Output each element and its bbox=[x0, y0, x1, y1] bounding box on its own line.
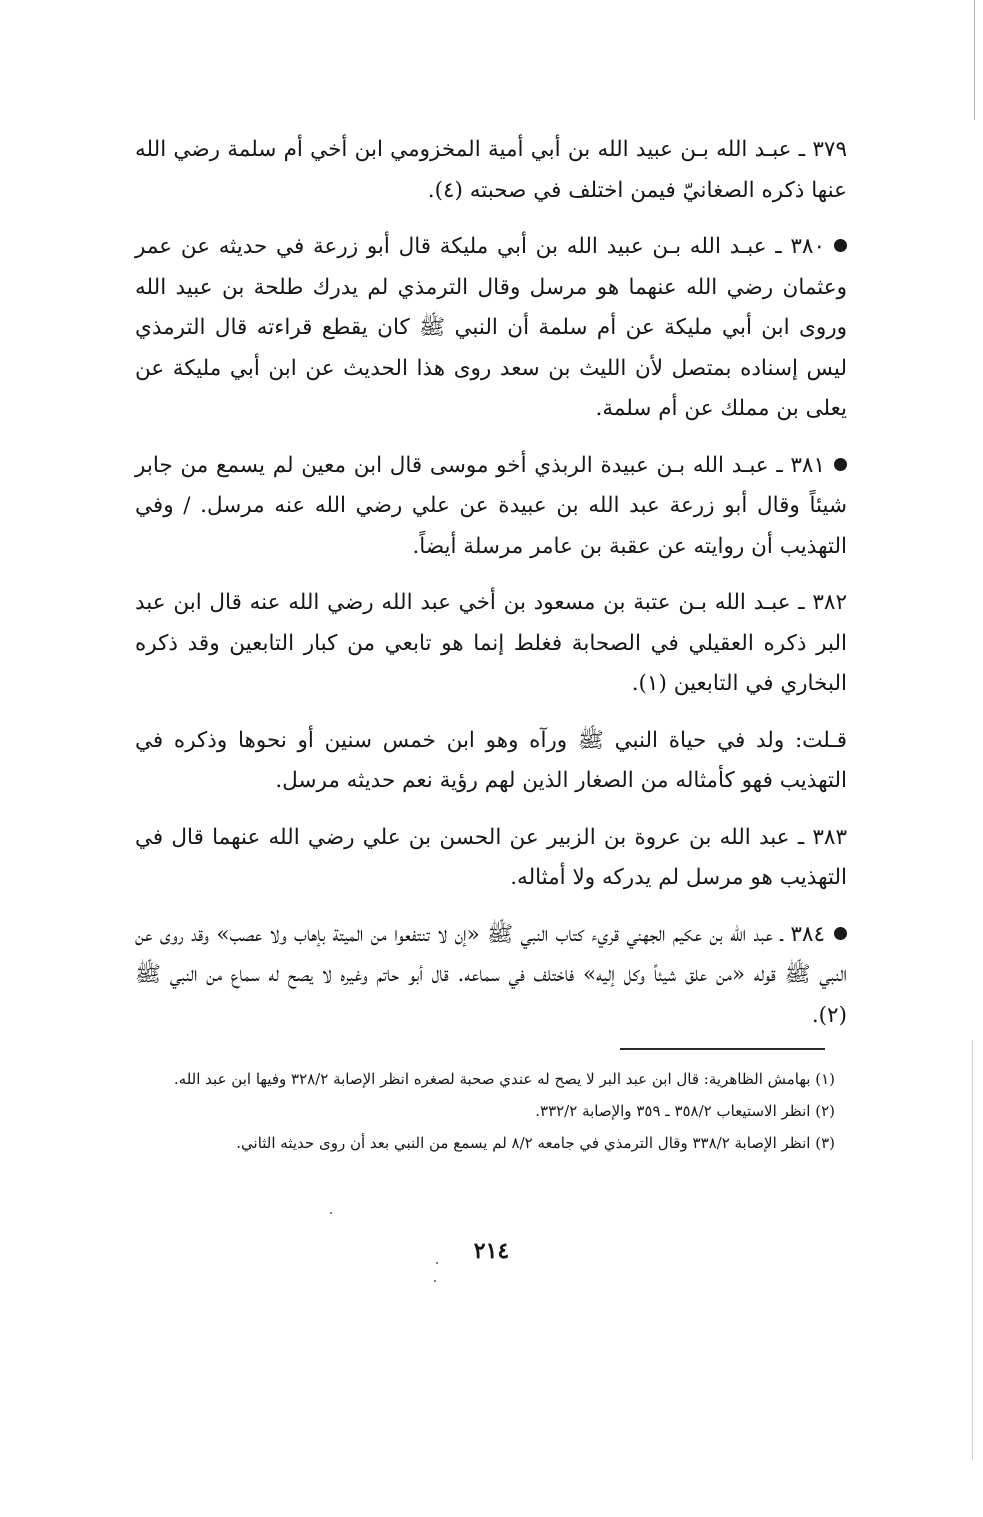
entry-380-text: ٣٨٠ ـ عبـد الله بـن عبيد الله بن أبي مليكة قال أبو زرعة في حديثه عن عمر وعثمان رضي الله عنهما هو مرسل وقال الترمذي لم يدرك طلحة بن عبيد الله وروى ابن أبي مليكة عن أم سلمة أن النبي ﷺ كان يقطع قراءته قال الترمذي ليس إسناده بمتصل لأن الليث بن سعد روى هذا الحديث عن ابن أبي مليكة عن يعلى بن مملك عن أم سلمة. bbox=[135, 234, 847, 421]
entry-382-comment-text: قـلت: ولد في حياة النبي ﷺ ورآه وهو ابن خمس سنين أو نحوها وذكره في التهذيب فهو كأمثاله من الصغار الذين لهم رؤية نعم حديثه مرسل. bbox=[135, 727, 847, 793]
scan-speck bbox=[434, 1280, 436, 1282]
entry-384-text: ٣٨٤ ـ عبد الله بن عكيم الجهني قريء كتاب النبي ﷺ «إن لا تنتفعوا من الميتة بإهاب ولا عصب» وقد روى عن النبي ﷺ قوله «من علق شيئاً وكل إليه» فاختلف في سماعه. قال أبو حاتم وغيره لا يصح له سماع من النبي ﷺ (٢). bbox=[135, 921, 847, 1028]
entry-383-text: ٣٨٣ ـ عبد الله بن عروة بن الزبير عن الحسن بن علي رضي الله عنهما قال في التهذيب هو مرسل لم يدركه ولا أمثاله. bbox=[135, 824, 847, 890]
main-text bbox=[135, 130, 847, 1052]
scan-edge-line bbox=[974, 0, 975, 120]
footnote-2: (٢) انظر الاستيعاب ٣٥٨/٢ ـ ٣٥٩ والإصابة ٣٣٢/٢. bbox=[535, 1102, 835, 1120]
entry-382 bbox=[135, 583, 847, 705]
entry-382-text: ٣٨٢ ـ عبـد الله بـن عتبة بن مسعود بن أخي عبد الله رضي الله عنه قال ابن عبد البر ذكره العقيلي في الصحابة فغلط إنما هو تابعي من كبار التابعين وقد ذكره البخاري في التابعين (١). bbox=[135, 590, 847, 696]
scan-speck bbox=[436, 1262, 438, 1264]
entry-379 bbox=[135, 130, 847, 211]
entry-383 bbox=[135, 818, 847, 899]
entry-382-comment bbox=[135, 721, 847, 802]
footnotes bbox=[135, 1066, 835, 1162]
entry-381-text: ٣٨١ ـ عبـد الله بـن عبيدة الربذي أخو موسى قال ابن معين لم يسمع من جابر شيئاً وقال أبو زرعة عبد الله بن عبيدة عن علي رضي الله عنه مرسل. / وفي التهذيب أن روايته عن عقبة بن عامر مرسلة أيضاً. bbox=[135, 452, 847, 559]
footnote-3: (٣) انظر الإصابة ٣٣٨/٢ وقال الترمذي في جامعه ٨/٢ لم يسمع من النبي بعد أن روى حديثه الثاني. bbox=[236, 1134, 835, 1152]
footnote-1: (١) بهامش الظاهرية: قال ابن عبد البر لا يصح له عندي صحبة لصغره انظر الإصابة ٣٢٨/٢ وفيها ابن عبد الله. bbox=[173, 1070, 835, 1088]
entry-381 bbox=[135, 446, 847, 568]
scan-speck bbox=[330, 1212, 332, 1214]
entry-384 bbox=[135, 915, 847, 1037]
footnote-divider bbox=[620, 1048, 825, 1050]
entry-379-text: ٣٧٩ ـ عبـد الله بـن عبيد الله بن أبي أمية المخزومي ابن أخي أم سلمة رضي الله عنها ذكره الصغانيّ فيمن اختلف في صحبته (٤). bbox=[135, 137, 847, 203]
entry-380 bbox=[135, 227, 847, 430]
bullet-marker-icon bbox=[834, 239, 847, 252]
page-number: ٢١٤ bbox=[473, 1238, 510, 1264]
bullet-marker-icon bbox=[834, 927, 847, 940]
bullet-marker-icon bbox=[834, 458, 847, 471]
